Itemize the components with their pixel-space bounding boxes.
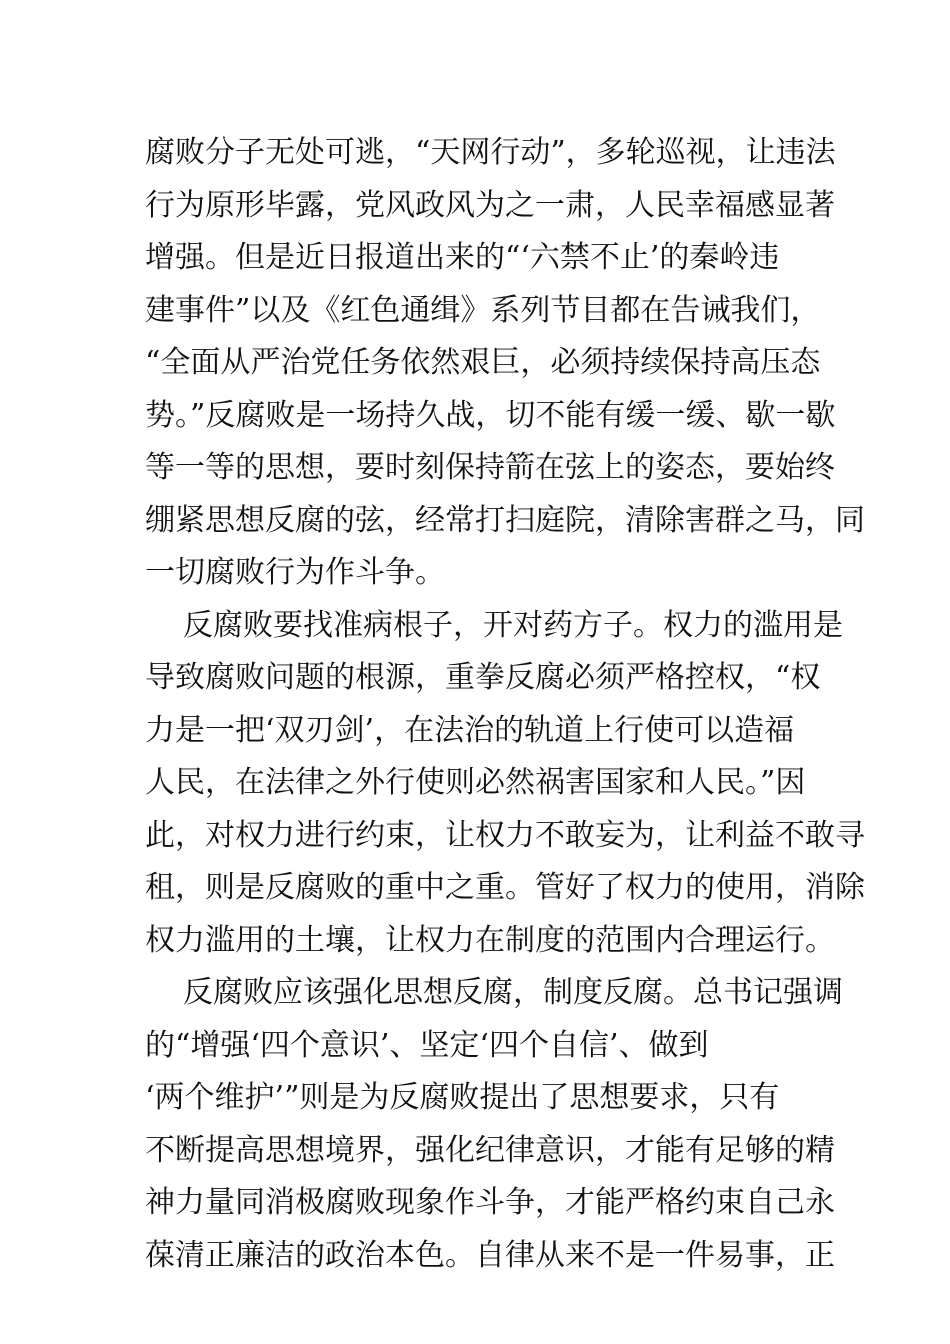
text-line-5: “全面从严治党任务依然艰巨，必须持续保持高压态 [145,345,821,380]
text-line-15: 租，则是反腐败的重中之重。管好了权力的使用，消除 [145,870,865,905]
text-line-12: 力是一把‘双刃剑’，在法治的轨道上行使可以造福 [145,712,795,748]
text-line-8: 绷紧思想反腐的弦，经常打扫庭院，清除害群之马，同 [145,502,865,538]
text-line-21: 神力量同消极腐败现象作斗争，才能严格约束自己永 [145,1185,835,1220]
text-line-9: 一切腐败行为作斗争。 [145,555,445,590]
paragraph-3-first-line: 反腐败应该强化思想反腐，制度反腐。总书记强调 [183,975,843,1010]
text-line-3: 增强。但是近日报道出来的“‘六禁不止’的秦岭违 [145,240,780,275]
body-text [145,127,865,1282]
text-line-7: 等一等的思想，要时刻保持箭在弦上的姿态，要始终 [145,450,835,485]
text-line-1: 腐败分子无处可逃，“天网行动”，多轮巡视，让违法 [145,135,836,170]
text-line-13: 人民，在法律之外行使则必然祸害国家和人民。”因 [145,765,806,800]
text-line-16: 权力滥用的土壤，让权力在制度的范围内合理运行。 [145,922,835,958]
text-line-2: 行为原形毕露，党风政风为之一肃，人民幸福感显著 [145,187,835,223]
text-line-4: 建事件”以及《红色通缉》系列节目都在告诫我们， [145,292,821,328]
text-line-18: 的“增强‘四个意识’、坚定‘四个自信’、做到 [145,1027,709,1063]
text-line-14: 此，对权力进行约束，让权力不敢妄为，让利益不敢寻 [145,817,865,853]
text-line-6: 势。”反腐败是一场持久战，切不能有缓一缓、歇一歇 [145,397,836,433]
paragraph-2-first-line: 反腐败要找准病根子，开对药方子。权力的滥用是 [183,607,843,643]
text-line-19: ‘两个维护’”则是为反腐败提出了思想要求，只有 [145,1080,780,1115]
text-line-22: 葆清正廉洁的政治本色。自律从来不是一件易事，正 [145,1237,835,1273]
text-line-11: 导致腐败问题的根源，重拳反腐必须严格控权，“权 [145,660,821,695]
text-line-20: 不断提高思想境界，强化纪律意识，才能有足够的精 [145,1132,835,1168]
